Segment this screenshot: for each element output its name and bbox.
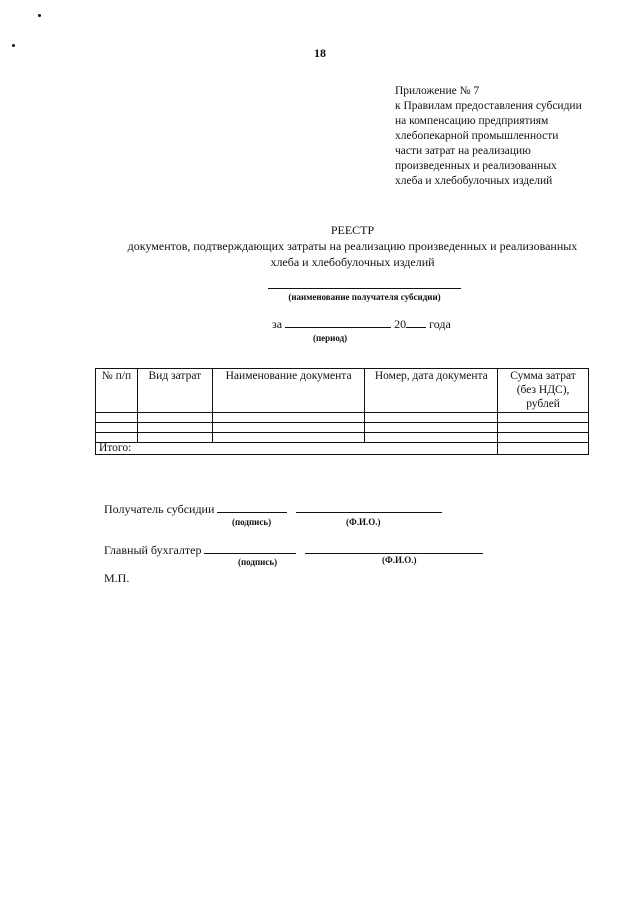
recipient-hint: (наименование получателя субсидии) <box>288 292 441 302</box>
table-row <box>96 423 589 433</box>
table-cell <box>365 423 498 433</box>
appendix-line: произведенных и реализованных <box>395 160 557 172</box>
header-cost-type: Вид затрат <box>137 369 212 413</box>
recipient-label: Получатель субсидии <box>104 502 215 516</box>
table-header-row <box>96 369 589 413</box>
table-cell <box>137 423 212 433</box>
title-heading: РЕЕСТР <box>330 223 375 237</box>
recipient-name-hint: (Ф.И.О.) <box>346 517 381 527</box>
appendix-line: на компенсацию предприятиям <box>395 115 549 127</box>
stamp-place: М.П. <box>104 571 130 585</box>
table-cell <box>212 423 365 433</box>
table-cell <box>365 413 498 423</box>
period-suffix: года <box>429 317 451 331</box>
registry-table <box>95 368 589 455</box>
recipient-signature-row <box>104 502 442 517</box>
accountant-name-blank <box>305 543 483 554</box>
recipient-sign-hint: (подпись) <box>232 517 272 527</box>
scan-speck <box>38 14 41 17</box>
appendix-line: к Правилам предоставления субсидии <box>395 100 582 112</box>
period-year-prefix: 20 <box>394 317 407 331</box>
header-document-name: Наименование документа <box>212 369 365 413</box>
title-line: хлеба и хлебобулочных изделий <box>270 255 435 269</box>
accountant-sign-hint: (подпись) <box>238 557 278 567</box>
year-blank <box>406 317 426 328</box>
accountant-label: Главный бухгалтер <box>104 543 202 557</box>
table-cell <box>96 423 138 433</box>
table-cell <box>96 413 138 423</box>
table-cell <box>498 413 589 423</box>
recipient-signature-blank <box>217 502 287 513</box>
table-row <box>96 433 589 443</box>
title-line: документов, подтверждающих затраты на реализацию произведенных и реализованных <box>127 239 578 253</box>
table-cell <box>365 433 498 443</box>
period-hint: (период) <box>313 333 348 343</box>
appendix-line: хлебопекарной промышленности <box>395 130 559 142</box>
table-total-row <box>96 443 589 455</box>
total-label: Итого: <box>96 443 498 455</box>
period-blank <box>285 317 391 328</box>
appendix-line: Приложение № 7 <box>395 85 480 97</box>
appendix-line: части затрат на реализацию <box>395 145 531 157</box>
table-cell <box>137 433 212 443</box>
recipient-name-line <box>268 288 461 289</box>
total-amount-cell <box>498 443 589 455</box>
table-cell <box>498 423 589 433</box>
page-number: 18 <box>314 46 326 60</box>
table-cell <box>498 433 589 443</box>
table-cell <box>212 433 365 443</box>
header-cost-amount: Сумма затрат (без НДС), рублей <box>498 369 589 413</box>
document-title <box>0 222 640 270</box>
accountant-signature-row <box>104 543 483 558</box>
table-cell <box>212 413 365 423</box>
table-cell <box>96 433 138 443</box>
accountant-name-hint: (Ф.И.О.) <box>382 555 417 565</box>
appendix-note <box>395 84 615 189</box>
header-number: № п/п <box>96 369 138 413</box>
period-row <box>272 317 451 332</box>
period-prefix: за <box>272 317 283 331</box>
table-row <box>96 413 589 423</box>
accountant-signature-blank <box>204 543 296 554</box>
table-cell <box>137 413 212 423</box>
appendix-line: хлеба и хлебобулочных изделий <box>395 175 553 187</box>
recipient-name-blank <box>296 502 442 513</box>
header-document-number-date: Номер, дата документа <box>365 369 498 413</box>
